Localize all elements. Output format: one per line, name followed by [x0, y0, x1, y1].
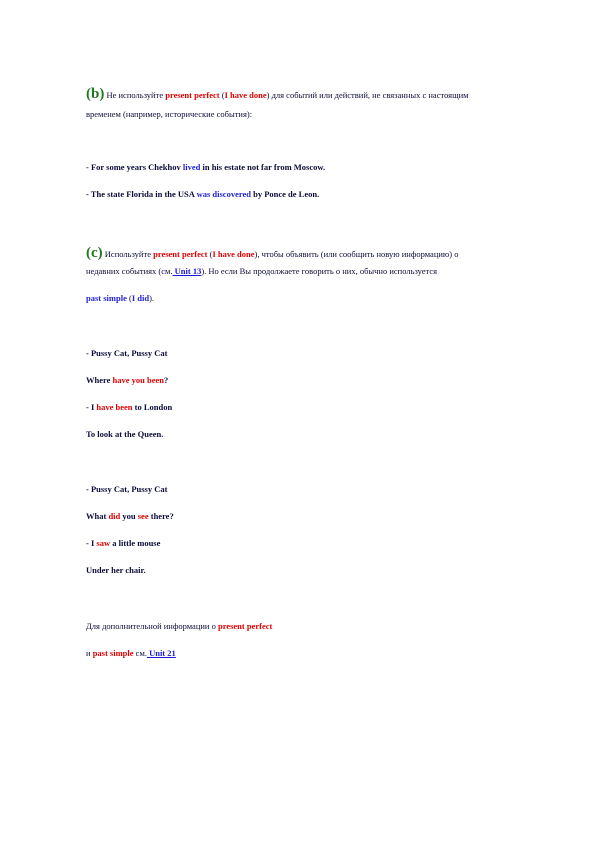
poem1-line3: - I have been to London — [86, 402, 173, 412]
poem1-line1: - Pussy Cat, Pussy Cat — [86, 348, 168, 358]
unit-21-link[interactable]: Unit 21 — [146, 648, 176, 658]
poem2-line2: What did you see there? — [86, 511, 174, 521]
unit-13-link[interactable]: Unit 13 — [172, 266, 202, 276]
footer-line2: и past simple см. Unit 21 — [86, 648, 176, 658]
poem2-line1: - Pussy Cat, Pussy Cat — [86, 484, 168, 494]
example-chekhov: - For some years Chekhov lived in his estate not far from Moscow. — [86, 162, 326, 172]
section-c-line3: past simple (I did). — [86, 293, 155, 303]
section-b-heading: (b) Не используйте present perfect (I have done) для событий или действий, не связанных с настоящим — [86, 86, 469, 102]
section-b-marker: (b) — [86, 86, 105, 102]
footer-line1: Для дополнительной информации о present perfect — [86, 621, 273, 631]
section-c-heading: (c) Используйте present perfect (I have done), чтобы объявить (или сообщить новую информацию) о — [86, 245, 459, 261]
example-florida: - The state Florida in the USA was discovered by Ponce de Leon. — [86, 189, 320, 199]
section-c-line2: недавних событиях (см. Unit 13). Но если Вы продолжаете говорить о них, обычно используется — [86, 266, 438, 276]
poem2-line4: Under her chair. — [86, 565, 146, 575]
poem2-line3: - I saw a little mouse — [86, 538, 161, 548]
poem1-line4: To look at the Queen. — [86, 429, 164, 439]
section-b-line2: временем (например, исторические события): — [86, 109, 253, 119]
poem1-line2: Where have you been? — [86, 375, 169, 385]
section-c-marker: (c) — [86, 245, 103, 261]
